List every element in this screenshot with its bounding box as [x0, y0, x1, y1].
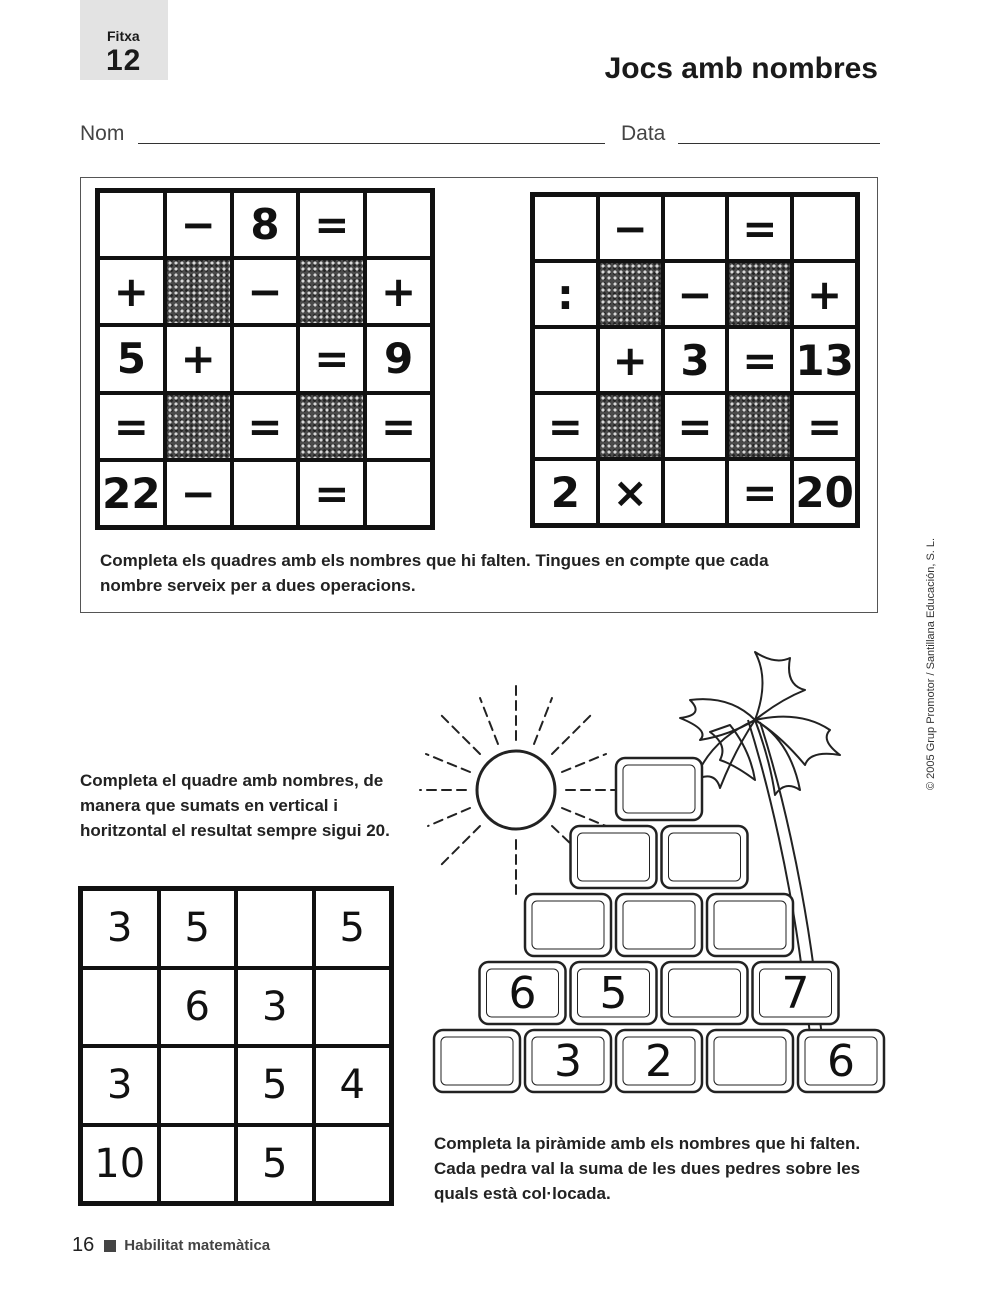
grid-cell: :	[533, 261, 598, 327]
grid-cell: +	[598, 327, 663, 393]
empty-answer-cell[interactable]	[159, 1125, 237, 1204]
grid-cell: =	[663, 393, 728, 459]
shaded-cell	[298, 258, 365, 325]
grid-cell: =	[298, 460, 365, 527]
pyramid-stones	[434, 758, 884, 1092]
empty-answer-cell[interactable]	[792, 195, 857, 261]
empty-answer-cell[interactable]	[98, 191, 165, 258]
empty-stone[interactable]	[707, 1030, 793, 1092]
grid-cell: =	[298, 191, 365, 258]
puzzle2-instruction: Completa el quadre amb nombres, de manera que sumats en vertical i horitzontal el resultat sempre sigui 20.	[80, 771, 390, 840]
shaded-cell	[598, 393, 663, 459]
grid-cell: +	[365, 258, 432, 325]
fitxa-number: 12	[106, 44, 142, 77]
grid-cell: 3	[81, 889, 159, 968]
stone-value: 2	[645, 1036, 673, 1087]
grid-cell: 4	[314, 1046, 392, 1125]
empty-stone[interactable]	[571, 826, 657, 888]
empty-answer-cell[interactable]	[232, 460, 299, 527]
grid-cell: 22	[98, 460, 165, 527]
grid-cell: −	[232, 258, 299, 325]
grid-cell: =	[98, 393, 165, 460]
grid-cell: −	[663, 261, 728, 327]
puzzle1-instruction: Completa els quadres amb els nombres que hi falten. Tingues en compte que cada nombre serveix per a dues operacions.	[100, 551, 769, 595]
grid-cell: 6	[159, 968, 237, 1047]
grid-cell: −	[165, 460, 232, 527]
footer-section: Habilitat matemàtica	[124, 1237, 271, 1254]
empty-stone[interactable]	[662, 962, 748, 1024]
grid-cell: 5	[98, 325, 165, 392]
shaded-cell	[165, 393, 232, 460]
empty-stone[interactable]	[616, 894, 702, 956]
empty-answer-cell[interactable]	[314, 1125, 392, 1204]
fitxa-label: Fitxa	[107, 28, 140, 44]
data-label: Data	[621, 122, 666, 145]
grid-cell: 3	[236, 968, 314, 1047]
fitxa-badge	[80, 0, 168, 80]
empty-stone[interactable]	[525, 894, 611, 956]
empty-answer-cell[interactable]	[365, 191, 432, 258]
grid-cell: +	[98, 258, 165, 325]
grid-cell: 5	[314, 889, 392, 968]
grid-cell: 3	[663, 327, 728, 393]
grid-cell: 9	[365, 325, 432, 392]
shaded-cell	[298, 393, 365, 460]
grid-cell: =	[298, 325, 365, 392]
empty-answer-cell[interactable]	[81, 968, 159, 1047]
empty-answer-cell[interactable]	[663, 459, 728, 525]
empty-answer-cell[interactable]	[314, 968, 392, 1047]
empty-answer-cell[interactable]	[232, 325, 299, 392]
stone-value: 5	[599, 968, 628, 1019]
empty-stone[interactable]	[434, 1030, 520, 1092]
shaded-cell	[727, 261, 792, 327]
grid-cell: 10	[81, 1125, 159, 1204]
grid-cell: =	[533, 393, 598, 459]
empty-answer-cell[interactable]	[159, 1046, 237, 1125]
grid-cell: 20	[792, 459, 857, 525]
grid-cell: 5	[236, 1046, 314, 1125]
grid-cell: −	[598, 195, 663, 261]
empty-answer-cell[interactable]	[533, 327, 598, 393]
grid-cell: +	[792, 261, 857, 327]
grid-cell: 5	[159, 889, 237, 968]
stone-value: 3	[554, 1036, 582, 1087]
stone-value: 6	[508, 968, 537, 1019]
empty-answer-cell[interactable]	[533, 195, 598, 261]
grid-cell: 3	[81, 1046, 159, 1125]
grid-cell: 13	[792, 327, 857, 393]
empty-answer-cell[interactable]	[365, 460, 432, 527]
puzzle1-grid-right	[530, 192, 860, 528]
grid-cell: =	[727, 459, 792, 525]
grid-cell: 2	[533, 459, 598, 525]
empty-stone[interactable]	[616, 758, 702, 820]
stone-value: 6	[827, 1036, 855, 1087]
puzzle1-grid-left	[95, 188, 435, 530]
shaded-cell	[165, 258, 232, 325]
grid-cell: =	[727, 195, 792, 261]
shaded-cell	[598, 261, 663, 327]
page-title: Jocs amb nombres	[604, 52, 878, 85]
empty-stone[interactable]	[707, 894, 793, 956]
page-footer	[72, 1234, 270, 1257]
footer-square-icon	[104, 1240, 116, 1252]
puzzle3-instruction: Completa la piràmide amb els nombres que hi falten. Cada pedra val la suma de les dues pedres sobre les quals està col·locada.	[434, 1134, 861, 1203]
pyramid-illustration	[410, 640, 890, 1120]
empty-stone[interactable]	[662, 826, 748, 888]
nom-label: Nom	[80, 122, 125, 145]
grid-cell: =	[727, 327, 792, 393]
puzzle2-grid	[78, 886, 394, 1206]
empty-answer-cell[interactable]	[236, 889, 314, 968]
grid-cell: =	[232, 393, 299, 460]
grid-cell: ×	[598, 459, 663, 525]
grid-cell: =	[365, 393, 432, 460]
stone-value: 7	[781, 968, 810, 1019]
grid-cell: 5	[236, 1125, 314, 1204]
grid-cell: 8	[232, 191, 299, 258]
empty-answer-cell[interactable]	[663, 195, 728, 261]
copyright-text: © 2005 Grup Promotor / Santillana Educación, S. L.	[925, 537, 937, 790]
shaded-cell	[727, 393, 792, 459]
grid-cell: =	[792, 393, 857, 459]
nom-field[interactable]	[138, 143, 605, 144]
grid-cell: +	[165, 325, 232, 392]
grid-cell: −	[165, 191, 232, 258]
data-field[interactable]	[678, 143, 880, 144]
page-number: 16	[72, 1234, 95, 1256]
